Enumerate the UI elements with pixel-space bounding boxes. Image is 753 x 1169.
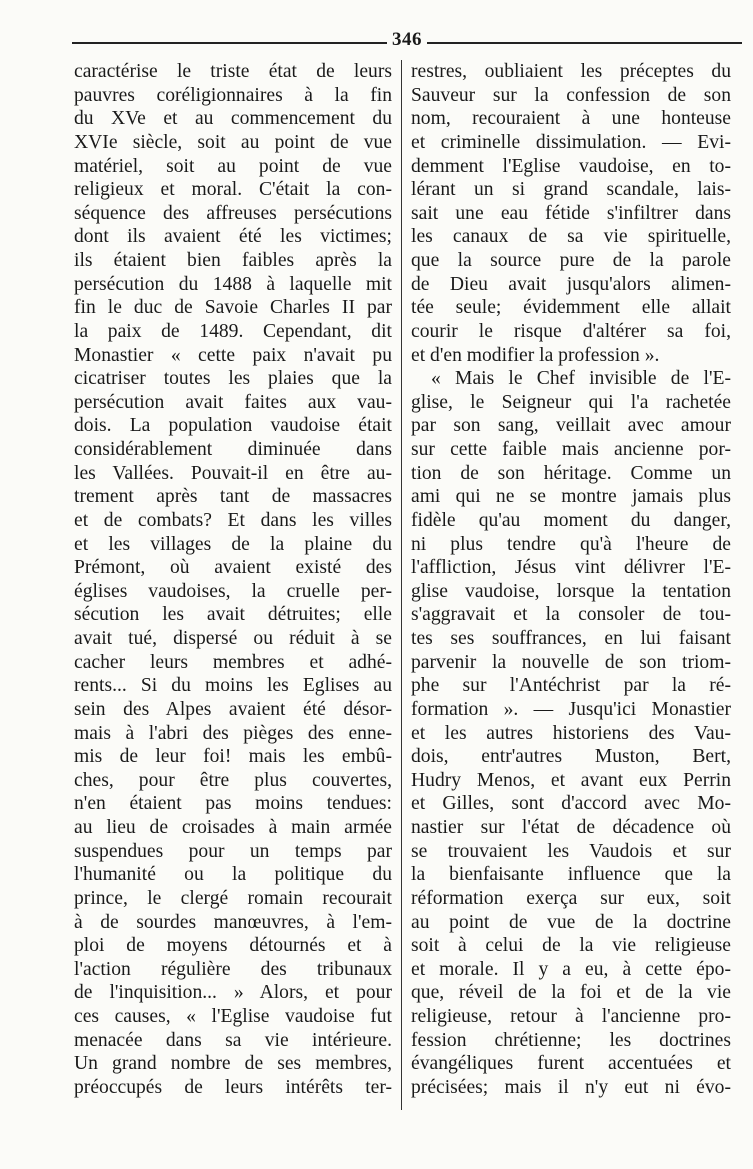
text-line: et d'en modifier la profession ».	[411, 344, 660, 366]
text-line: Monastier « cette paix n'avait pu	[74, 344, 392, 366]
text-line: évangéliques furent accentuées et	[411, 1053, 731, 1075]
text-line: dont ils avaient été les victimes;	[74, 226, 392, 248]
text-line: trement après tant de massacres	[74, 486, 392, 508]
text-line: et les villages de la plaine du	[74, 533, 392, 555]
text-line: cicatriser toutes les plaies que la	[74, 368, 392, 390]
text-line: ces causes, « l'Eglise vaudoise fut	[74, 1006, 392, 1027]
text-line: sur cette faible mais ancienne por-	[411, 439, 731, 460]
text-line: dois, entr'autres Muston, Bert,	[411, 746, 731, 768]
text-line: nastier sur l'état de décadence où	[411, 817, 731, 838]
text-line: et criminelle dissimulation. — Evi-	[411, 131, 731, 153]
text-line: Prémont, où avaient existé des	[74, 557, 392, 579]
text-line: ils étaient bien faibles après la	[74, 250, 392, 271]
text-line: avait tué, dispersé ou réduit à se	[74, 628, 392, 649]
text-line: et Gilles, sont d'accord avec Mo-	[411, 793, 731, 815]
text-line: s'aggravait et la consoler de tou-	[411, 604, 731, 626]
text-line: demment l'Eglise vaudoise, en to-	[411, 155, 731, 177]
text-line: précisées; mais il n'y eut ni évo-	[411, 1076, 731, 1098]
text-line: par son sang, veillait avec amour	[411, 415, 731, 437]
text-line: ches, pour être plus couvertes,	[74, 769, 392, 791]
text-line: tion de son héritage. Comme un	[411, 462, 731, 484]
text-line: fession chrétienne; les doctrines	[411, 1029, 731, 1051]
text-line: XVIe siècle, soit au point de vue	[74, 131, 392, 153]
text-line: sait une eau fétide s'infiltrer dans	[411, 202, 731, 224]
text-line: l'action régulière des tribunaux	[74, 958, 392, 980]
text-line: fin le duc de Savoie Charles II par	[74, 297, 392, 319]
text-line: parvenir la nouvelle de son triom-	[411, 651, 731, 673]
text-line: au point de vue de la doctrine	[411, 911, 731, 933]
text-line: prince, le clergé romain recourait	[74, 887, 392, 909]
page-header	[72, 28, 742, 54]
text-line: tée seule; évidemment elle allait	[411, 297, 731, 319]
text-line: mis de leur foi! mais les embû-	[74, 746, 392, 768]
text-line: rents... Si du moins les Eglises au	[74, 675, 392, 697]
text-line: la paix de 1489. Cependant, dit	[74, 320, 392, 342]
text-line: se trouvaient les Vaudois et sur	[411, 840, 731, 862]
text-line: et les autres historiens des Vau-	[411, 722, 731, 744]
text-line: les Vallées. Pouvait-il en être au-	[74, 462, 392, 484]
text-line: menacée dans sa vie intérieure.	[74, 1029, 392, 1051]
text-line: pauvres coréligionnaires à la fin	[74, 84, 392, 106]
text-line: mais à l'abri des pièges des enne-	[74, 722, 392, 744]
text-line: de l'inquisition... » Alors, et pour	[74, 982, 392, 1004]
text-line: au lieu de croisades à main armée	[74, 817, 392, 838]
text-line: nom, recouraient à une honteuse	[411, 108, 731, 130]
text-line: considérablement diminuée dans	[74, 439, 392, 460]
text-line: lérant un si grand scandale, lais-	[411, 179, 731, 201]
page-number: 346	[387, 28, 427, 52]
text-line: séquence des affreuses persécutions	[74, 202, 392, 224]
text-line: courir le risque d'altérer sa foi,	[411, 320, 731, 342]
text-line: que, réveil de la foi et de la vie	[411, 982, 731, 1004]
text-line: phe sur l'Antéchrist par la ré-	[411, 675, 731, 697]
right-text-column	[411, 60, 731, 1100]
text-line: fidèle qu'au moment du danger,	[411, 509, 731, 531]
text-line: de Dieu avait jusqu'alors alimen-	[411, 273, 731, 295]
text-line: ploi de moyens détournés et à	[74, 935, 392, 957]
text-line: cacher leurs membres et adhé-	[74, 651, 392, 673]
text-line: l'affliction, Jésus vint délivrer l'E-	[411, 557, 731, 579]
text-line: Un grand nombre de ses membres,	[74, 1053, 392, 1075]
text-line: Hudry Menos, et avant eux Perrin	[411, 769, 731, 791]
text-line: et de combats? Et dans les villes	[74, 509, 392, 531]
text-line: restres, oubliaient les préceptes du	[411, 61, 731, 82]
text-line: l'humanité ou la politique du	[74, 864, 392, 886]
text-line: à de sourdes manœuvres, à l'em-	[74, 911, 392, 933]
text-line: Sauveur sur la confession de son	[411, 84, 731, 106]
text-line: formation ». — Jusqu'ici Monastier	[411, 698, 731, 720]
text-line: dois. La population vaudoise était	[74, 415, 392, 437]
text-line: suspendues pour un temps par	[74, 840, 392, 862]
text-line: tes ses souffrances, en lui faisant	[411, 628, 731, 649]
text-line: ni plus tendre qu'à l'heure de	[411, 533, 731, 555]
text-line: n'en étaient pas moins tendues:	[74, 793, 392, 815]
text-line: et morale. Il y a eu, à cette épo-	[411, 958, 731, 980]
text-line: matériel, soit au point de vue	[74, 155, 392, 177]
text-line: sein des Alpes avaient été désor-	[74, 698, 392, 720]
left-text-column	[74, 60, 392, 1100]
text-line: les canaux de sa vie spirituelle,	[411, 226, 731, 248]
text-line: glise, le Seigneur qui l'a rachetée	[411, 391, 731, 413]
text-line: réformation exerça sur eux, soit	[411, 887, 731, 909]
text-line: ami qui ne se montre jamais plus	[411, 486, 731, 508]
text-line: persécution avait faites aux vau-	[74, 391, 392, 413]
text-line: « Mais le Chef invisible de l'E-	[431, 368, 731, 390]
column-divider	[401, 60, 402, 1110]
text-line: religieuse, retour à l'ancienne pro-	[411, 1006, 731, 1027]
text-line: du XVe et au commencement du	[74, 108, 392, 130]
text-line: caractérise le triste état de leurs	[74, 61, 392, 82]
text-line: sécution les avait détruites; elle	[74, 604, 392, 626]
text-line: que la source pure de la parole	[411, 250, 731, 271]
text-line: religieux et moral. C'était la con-	[74, 179, 392, 201]
text-line: persécution du 1488 à laquelle mit	[74, 273, 392, 295]
text-line: préoccupés de leurs intérêts ter-	[74, 1076, 392, 1098]
text-line: glise vaudoise, lorsque la tentation	[411, 580, 731, 602]
text-line: soit à celui de la vie religieuse	[411, 935, 731, 957]
text-line: la bienfaisante influence que la	[411, 864, 731, 886]
text-line: églises vaudoises, la cruelle per-	[74, 580, 392, 602]
